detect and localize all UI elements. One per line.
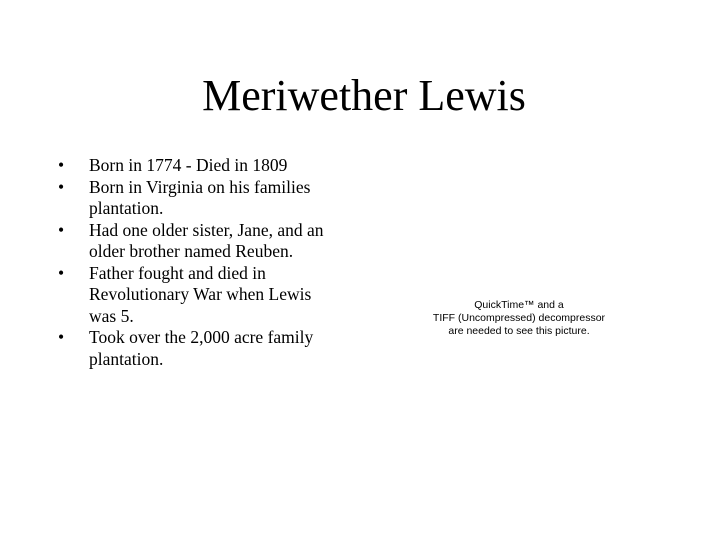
bullet-text-line: older brother named Reuben. bbox=[89, 241, 294, 261]
placeholder-text-line: are needed to see this picture. bbox=[448, 325, 590, 337]
bullet-text-line: plantation. bbox=[89, 348, 164, 369]
bullet-text-line: Had one older sister, Jane, and an bbox=[89, 219, 324, 240]
bullet-text-line: Took over the 2,000 acre family bbox=[89, 327, 314, 347]
bullet-text-line: Born in Virginia on his families bbox=[89, 176, 311, 197]
bullet-text-line: Father fought and died in bbox=[89, 262, 266, 283]
bullet-item bbox=[58, 155, 348, 177]
placeholder-text-line: QuickTime™ and a bbox=[474, 299, 564, 311]
bullet-text-line: was 5. bbox=[89, 305, 134, 326]
bullet-dot: • bbox=[58, 155, 65, 175]
placeholder-text-line: TIFF (Uncompressed) decompressor bbox=[432, 312, 606, 324]
slide-title: Meriwether Lewis bbox=[202, 71, 526, 120]
bullet-dot: • bbox=[58, 262, 65, 283]
bullet-item bbox=[58, 220, 348, 263]
image-placeholder bbox=[410, 299, 628, 338]
bullet-dot: • bbox=[58, 176, 65, 197]
bullet-text-line: plantation. bbox=[89, 198, 164, 218]
bullet-item bbox=[58, 177, 348, 220]
bullet-list bbox=[58, 155, 348, 370]
bullet-item bbox=[58, 263, 348, 328]
bullet-text-line: Born in 1774 - Died in 1809 bbox=[89, 155, 288, 175]
bullet-item bbox=[58, 327, 348, 370]
bullet-text-line: Revolutionary War when Lewis bbox=[89, 284, 312, 304]
bullet-dot: • bbox=[58, 219, 65, 240]
bullet-dot: • bbox=[58, 327, 65, 347]
